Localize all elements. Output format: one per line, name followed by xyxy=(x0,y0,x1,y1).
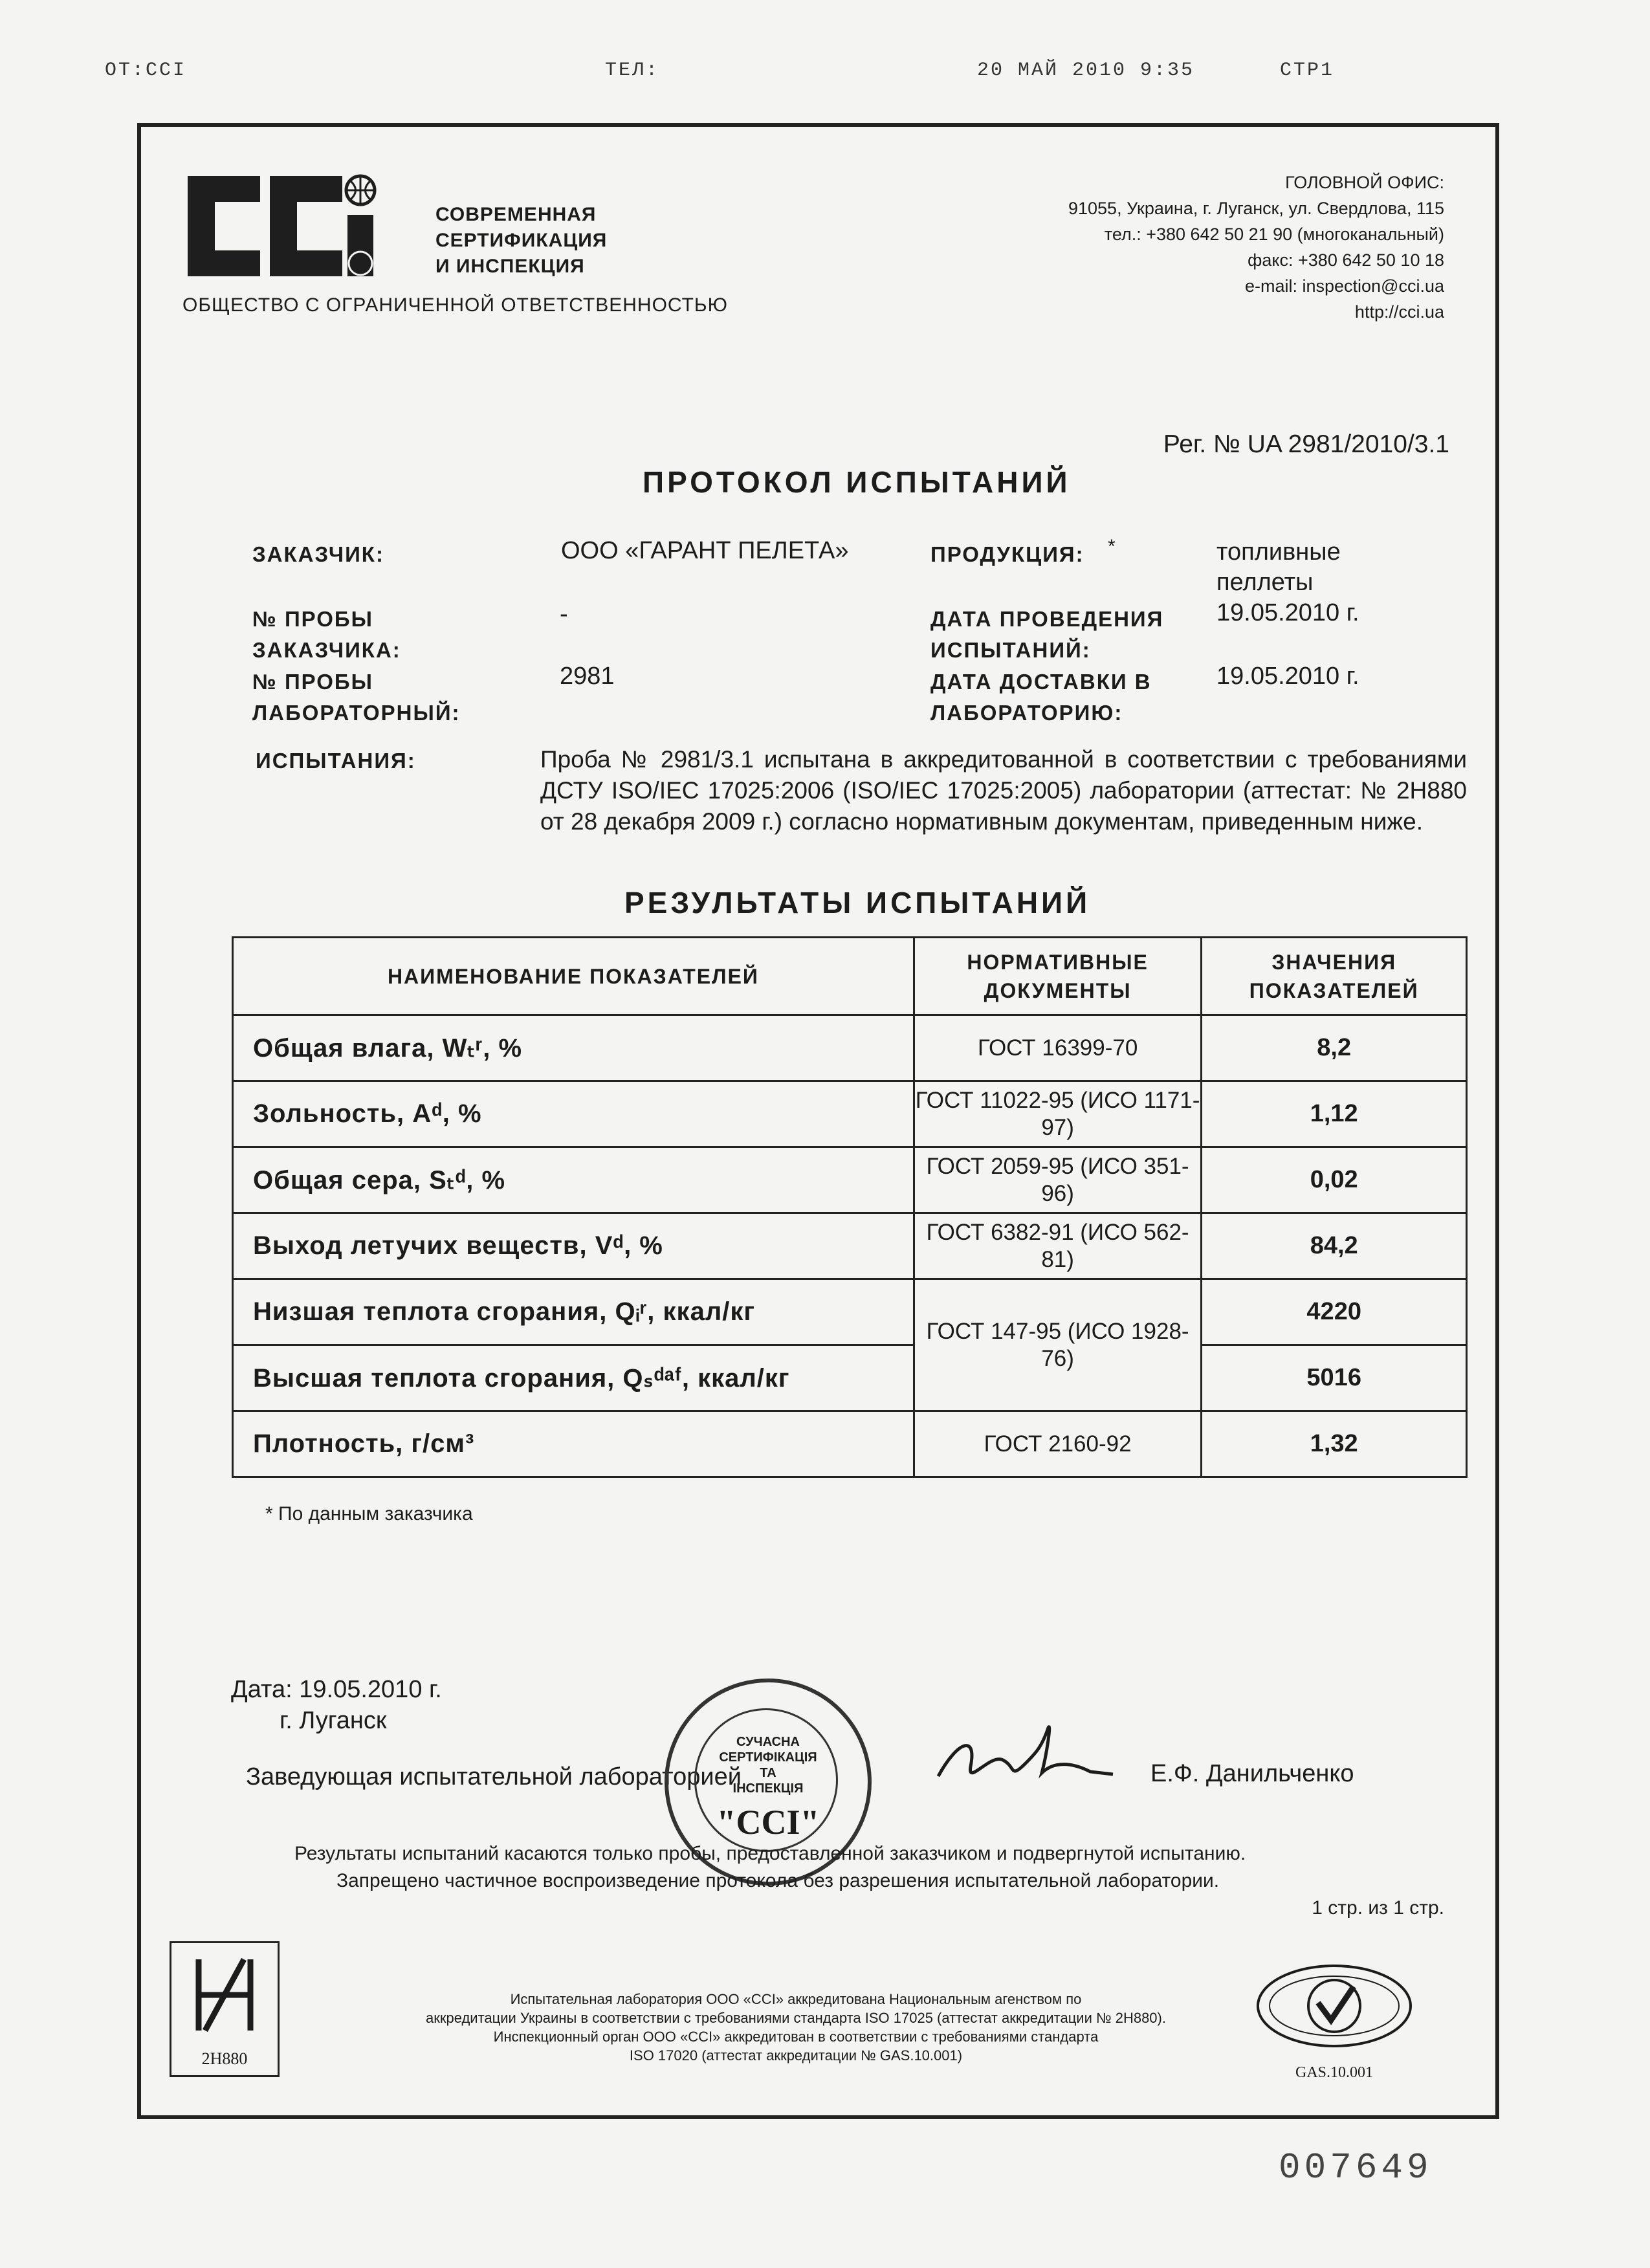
header-values: ЗНАЧЕНИЯ ПОКАЗАТЕЛЕЙ xyxy=(1202,938,1467,1015)
page-count: 1 стр. из 1 стр. xyxy=(1312,1897,1444,1919)
left-logo-code: 2Н880 xyxy=(201,2049,248,2068)
issue-date: Дата: 19.05.2010 г. xyxy=(231,1676,442,1703)
product-label: ПРОДУКЦИЯ: xyxy=(930,542,1084,566)
delivery-date-value: 19.05.2010 г. xyxy=(1216,663,1359,690)
sample-lab-label: № ПРОБЫ ЛАБОРАТОРНЫЙ: xyxy=(252,670,461,725)
indicator-name: Высшая теплота сгорания, Qₛᵈᵃᶠ, ккал/кг xyxy=(233,1345,914,1411)
indicator-doc: ГОСТ 11022-95 (ИСО 1171-97) xyxy=(914,1081,1202,1147)
stamp-center-text: "CCI" xyxy=(716,1803,820,1842)
indicator-name: Выход летучих веществ, Vᵈ, % xyxy=(233,1213,914,1279)
indicator-name: Плотность, г/см³ xyxy=(233,1411,914,1477)
registration-number: Рег. № UA 2981/2010/3.1 xyxy=(1163,430,1449,458)
fax-page: СТР1 xyxy=(1280,60,1335,82)
cci-logo xyxy=(182,170,380,283)
footnote: * По данным заказчика xyxy=(265,1503,473,1525)
company-legal-form: ОБЩЕСТВО С ОГРАНИЧЕННОЙ ОТВЕТСТВЕННОСТЬЮ xyxy=(182,294,728,316)
indicator-doc: ГОСТ 147-95 (ИСО 1928-76) xyxy=(914,1279,1202,1411)
sample-customer-value: - xyxy=(560,600,568,628)
product-value: топливные пеллеты xyxy=(1216,538,1341,596)
disclaimer-line-2: Запрещено частичное воспроизведение протокола без разрешения испытательной лаборатории. xyxy=(336,1870,1220,1891)
table-row xyxy=(233,1147,1467,1213)
fax-tel: ТЕЛ: xyxy=(605,60,660,82)
customer-value: ООО «ГАРАНТ ПЕЛЕТА» xyxy=(561,537,849,564)
stamp-inner-text: СУЧАСНА СЕРТИФІКАЦІЯ ТА ІНСПЕКЦІЯ xyxy=(719,1735,817,1796)
disclaimer-line-1: Результаты испытаний касаются только пробы, предоставленной заказчиком и подвергнутой испытанию. xyxy=(294,1843,1246,1864)
indicator-value: 8,2 xyxy=(1202,1015,1467,1081)
product-mark: * xyxy=(1108,536,1116,557)
indicator-doc: ГОСТ 6382-91 (ИСО 562-81) xyxy=(914,1213,1202,1279)
header-docs: НОРМАТИВНЫЕ ДОКУМЕНТЫ xyxy=(914,938,1202,1015)
fax-from: ОТ:CCI xyxy=(105,60,187,82)
table-row xyxy=(233,1213,1467,1279)
sample-lab-value: 2981 xyxy=(560,663,615,690)
table-row xyxy=(233,1279,1467,1345)
fax-date-time: 20 МАЙ 2010 9:35 xyxy=(977,60,1195,82)
handwritten-signature xyxy=(932,1715,1119,1799)
indicator-value: 5016 xyxy=(1202,1345,1467,1411)
indicator-value: 1,12 xyxy=(1202,1081,1467,1147)
protocol-title: ПРОТОКОЛ ИСПЫТАНИЙ xyxy=(643,465,1071,499)
table-row xyxy=(233,1081,1467,1147)
indicator-value: 4220 xyxy=(1202,1279,1467,1345)
customer-label: ЗАКАЗЧИК: xyxy=(252,542,384,566)
test-date-label: ДАТА ПРОВЕДЕНИЯ ИСПЫТАНИЙ: xyxy=(930,607,1164,662)
tests-label: ИСПЫТАНИЯ: xyxy=(256,749,416,773)
right-logo-code: GAS.10.001 xyxy=(1295,2064,1373,2081)
accreditation-text: Испытательная лаборатория ООО «CCI» аккредитована Национальным агенством по аккредитации Украины в соответствии с требованиями стандарта ISO 17025 (аттестат аккредитации № 2Н880). Инспекционный орган ООО «CCI» аккредитован в соответствии с требованиями стандарта ISO 17020 (аттестат аккредитации № GAS.10.001) xyxy=(426,1991,1166,2064)
accreditation-logo-left xyxy=(170,1941,280,2077)
table-row xyxy=(233,1411,1467,1477)
accreditation-logo-right xyxy=(1253,1961,1415,2090)
results-header-row xyxy=(233,938,1467,1015)
document-number: 007649 xyxy=(1279,2147,1433,2188)
issue-city: г. Луганск xyxy=(280,1707,387,1734)
table-row xyxy=(233,1015,1467,1081)
indicator-name: Общая влага, Wₜʳ, % xyxy=(233,1015,914,1081)
indicator-value: 84,2 xyxy=(1202,1213,1467,1279)
indicator-doc: ГОСТ 16399-70 xyxy=(914,1015,1202,1081)
sample-customer-label: № ПРОБЫ ЗАКАЗЧИКА: xyxy=(252,607,401,662)
indicator-value: 0,02 xyxy=(1202,1147,1467,1213)
indicator-value: 1,32 xyxy=(1202,1411,1467,1477)
indicator-doc: ГОСТ 2160-92 xyxy=(914,1411,1202,1477)
table-row xyxy=(233,1345,1467,1411)
indicator-name: Общая сера, Sₜᵈ, % xyxy=(233,1147,914,1213)
company-name: СОВРЕМЕННАЯ СЕРТИФИКАЦИЯ И ИНСПЕКЦИЯ xyxy=(435,204,608,277)
header-name: НАИМЕНОВАНИЕ ПОКАЗАТЕЛЕЙ xyxy=(233,938,914,1015)
tests-text: Проба № 2981/3.1 испытана в аккредитованной в соответствии с требованиями ДСТУ ISO/IEC 17025:2006 (ISO/IEC 17025:2005) лаборатории (аттестат: № 2Н880 от 28 декабря 2009 г.) согласно нормативным документам, приведенным ниже. xyxy=(540,746,1467,835)
head-office: ГОЛОВНОЙ ОФИС: 91055, Украина, г. Луганск, ул. Свердлова, 115 тел.: +380 642 50 21 90 (многоканальный) факс: +380 642 50 10 18 e-mail: inspection@cci.ua http://cci.ua xyxy=(1068,173,1444,322)
test-date-value: 19.05.2010 г. xyxy=(1216,599,1359,626)
results-title: РЕЗУЛЬТАТЫ ИСПЫТАНИЙ xyxy=(624,886,1091,919)
delivery-date-label: ДАТА ДОСТАВКИ В ЛАБОРАТОРИЮ: xyxy=(930,670,1152,725)
results-table xyxy=(232,936,1468,1478)
signatory-name: Е.Ф. Данильченко xyxy=(1150,1760,1354,1787)
indicator-doc: ГОСТ 2059-95 (ИСО 351-96) xyxy=(914,1147,1202,1213)
signatory-role: Заведующая испытательной лабораторией xyxy=(246,1763,742,1790)
indicator-name: Низшая теплота сгорания, Qᵢʳ, ккал/кг xyxy=(233,1279,914,1345)
indicator-name: Зольность, Aᵈ, % xyxy=(233,1081,914,1147)
